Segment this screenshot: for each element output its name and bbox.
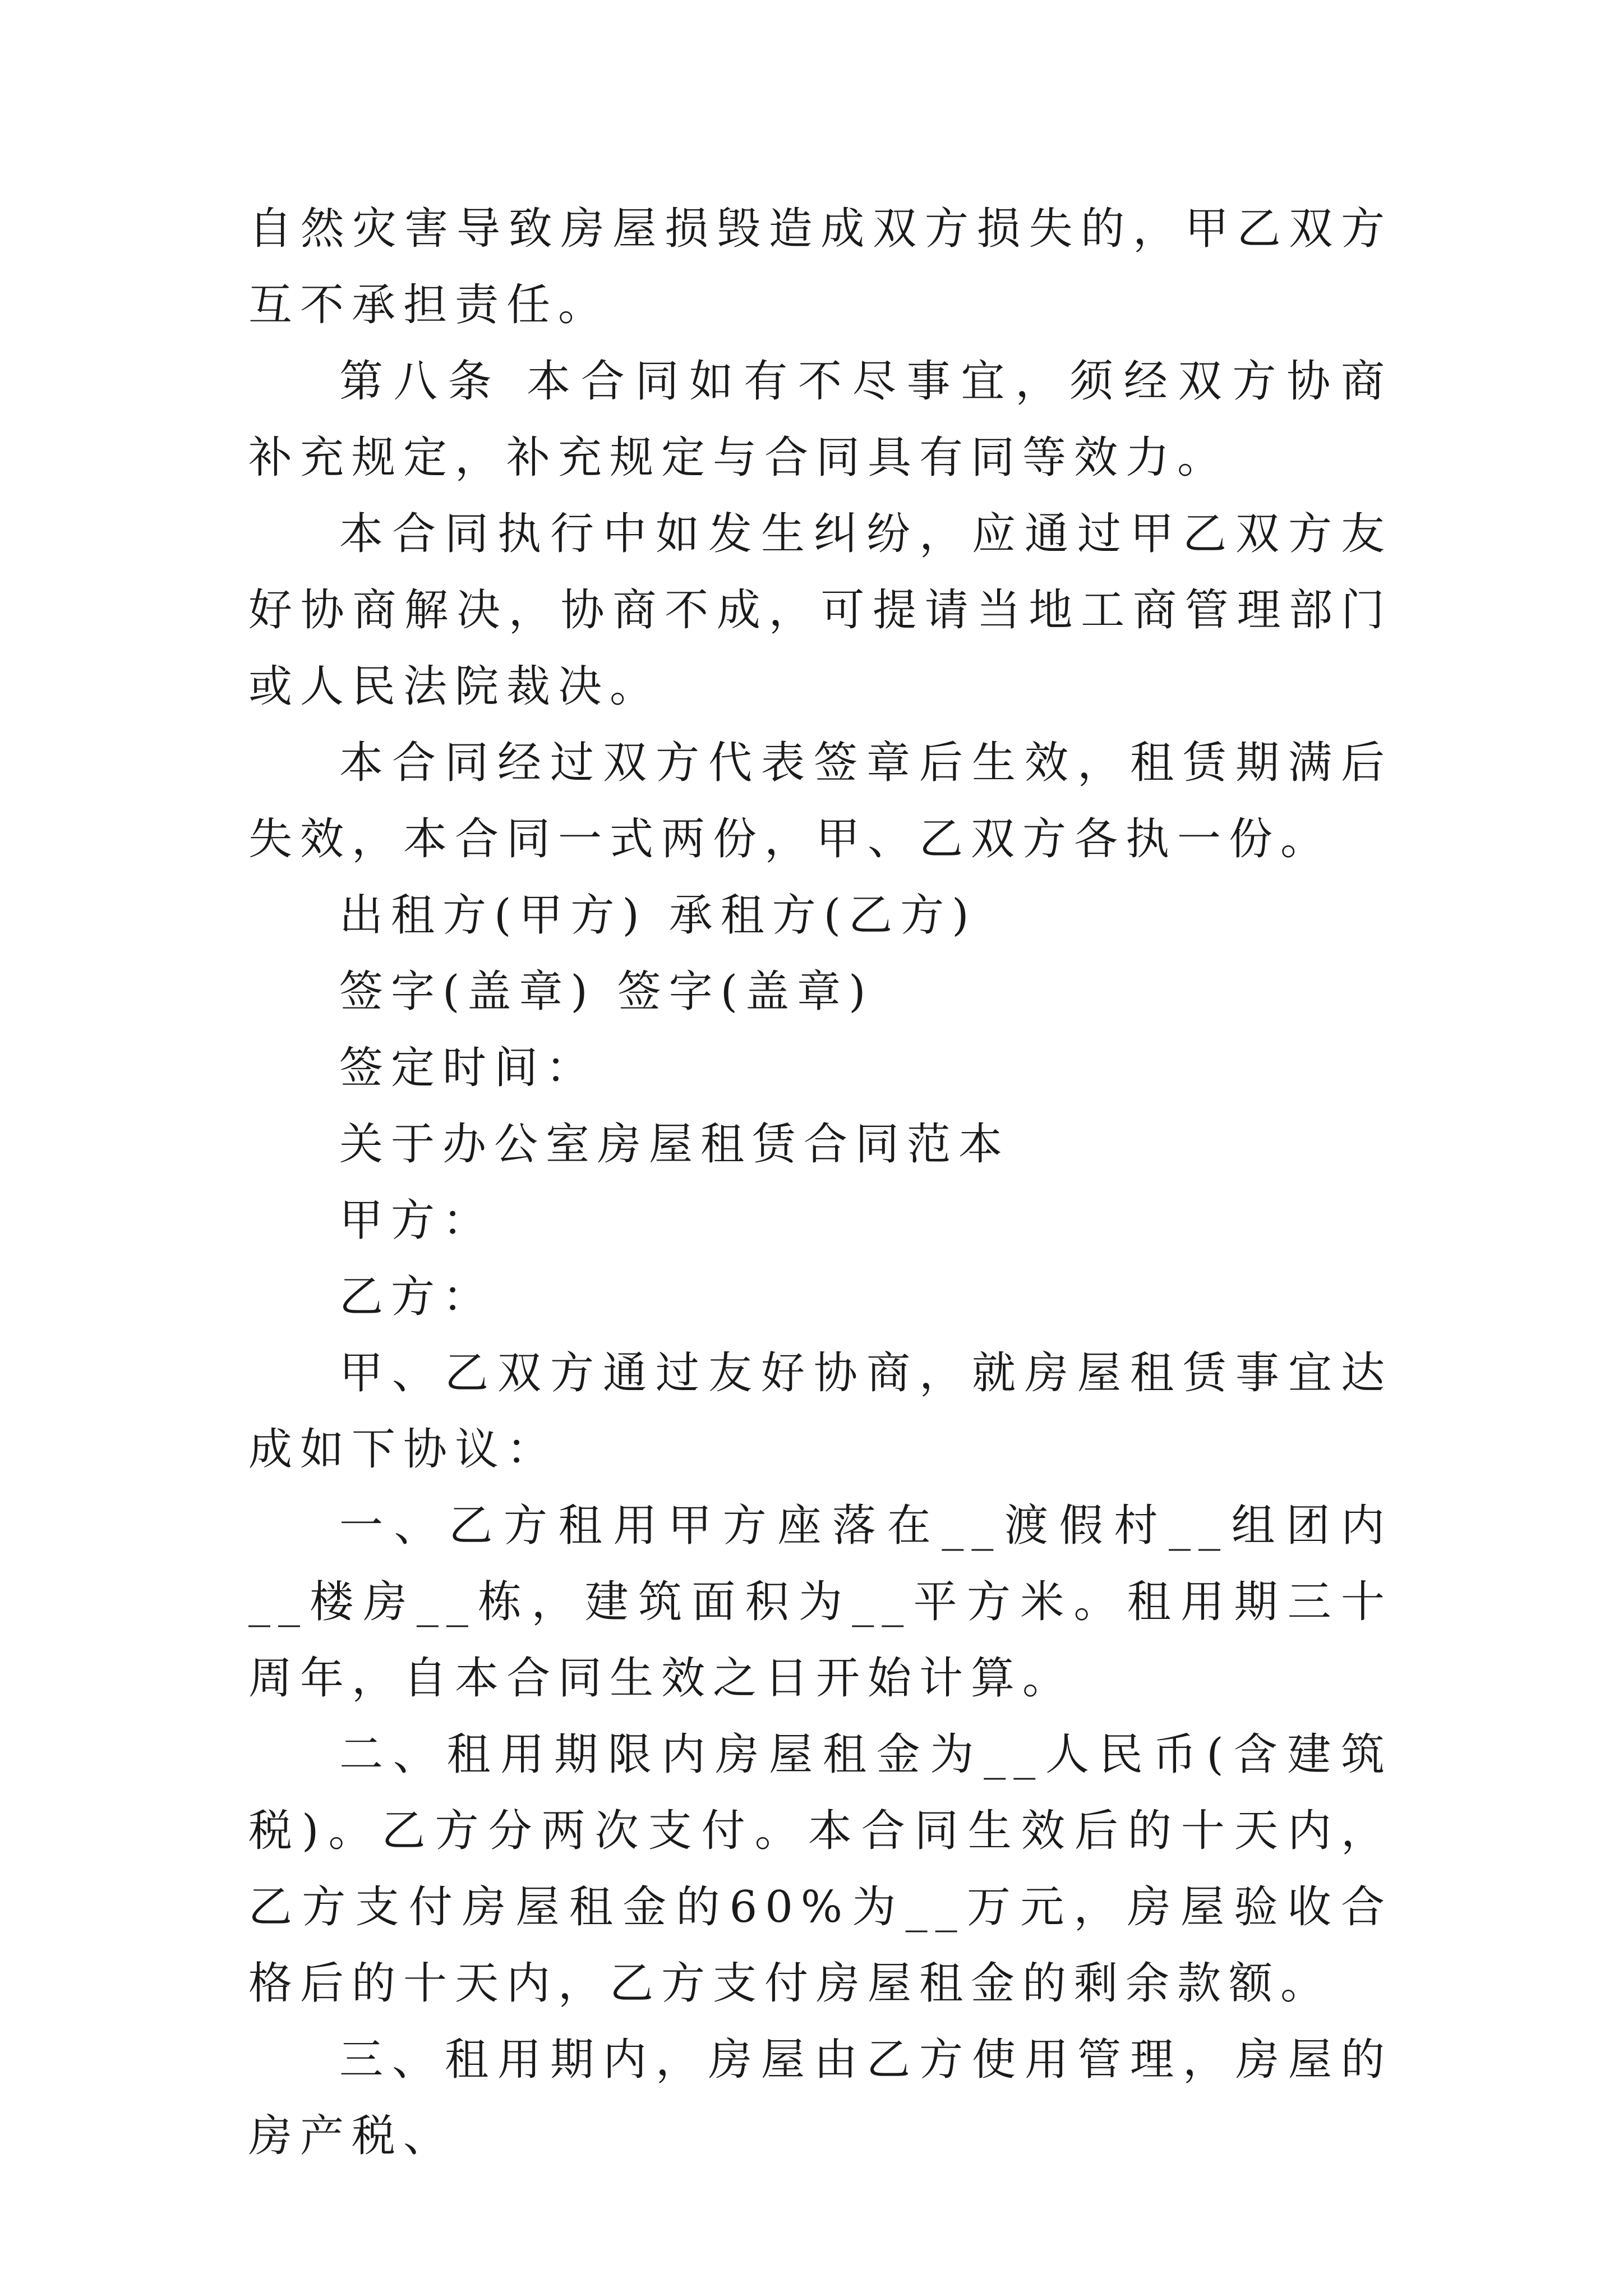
paragraph-parties-label: 出租方(甲方) 承租方(乙方) [339, 890, 977, 941]
paragraph-article-eight: 第八条 本合同如有不尽事宜，须经双方协商补充规定，补充规定与合同具有同等效力。 [248, 356, 1393, 483]
paragraph-clause-three: 三、租用期内，房屋由乙方使用管理，房屋的房产税、 [248, 2035, 1393, 2161]
paragraph-clause-two: 二、租用期限内房屋租金为__人民币(含建筑税)。乙方分两次支付。本合同生效后的十天内，乙方支付房屋租金的60%为__万元，房屋验收合格后的十天内，乙方支付房屋租金的剩余款额。 [248, 1729, 1393, 2009]
paragraph-signature-label: 签字(盖章) 签字(盖章) [339, 967, 874, 1017]
paragraph-contract-title: 关于办公室房屋租赁合同范本 [339, 1119, 1011, 1170]
paragraph-signing-date: 签定时间： [339, 1043, 598, 1093]
document-body [248, 191, 1393, 2174]
paragraph-natural-disaster: 自然灾害导致房屋损毁造成双方损失的，甲乙双方互不承担责任。 [248, 204, 1393, 330]
paragraph-party-a: 甲方： [339, 1195, 495, 1246]
paragraph-party-b: 乙方： [339, 1272, 495, 1322]
paragraph-agreement-intro: 甲、乙双方通过友好协商，就房屋租赁事宜达成如下协议： [248, 1348, 1393, 1475]
paragraph-clause-one: 一、乙方租用甲方座落在__渡假村__组团内__楼房__栋，建筑面积为__平方米。租用期三十周年，自本合同生效之日开始计算。 [248, 1501, 1393, 1704]
paragraph-dispute-resolution: 本合同执行中如发生纠纷，应通过甲乙双方友好协商解决，协商不成，可提请当地工商管理部门或人民法院裁决。 [248, 509, 1393, 712]
paragraph-effectiveness: 本合同经过双方代表签章后生效，租赁期满后失效，本合同一式两份，甲、乙双方各执一份。 [248, 738, 1393, 864]
